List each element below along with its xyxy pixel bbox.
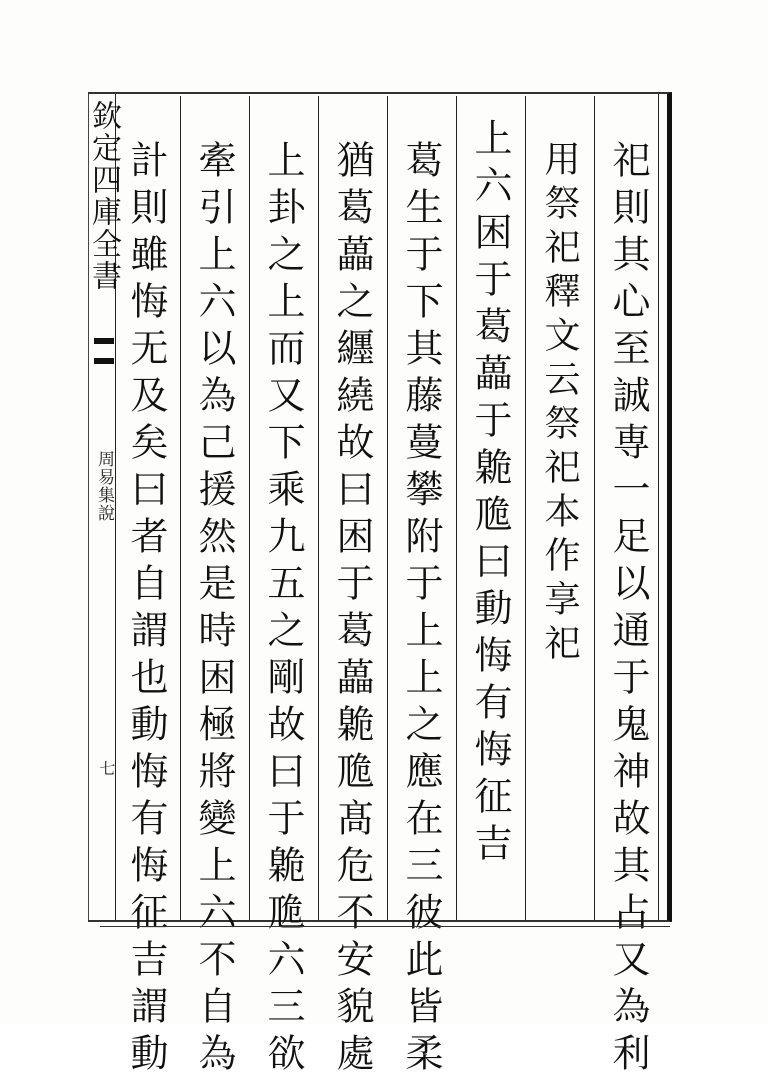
bottom-rule [100, 926, 670, 927]
column-rule [249, 96, 250, 920]
gutter-volume-title: 周易集說 [94, 450, 114, 522]
column-rule [456, 96, 457, 920]
text-column-8: 計則雖悔无及矣曰者自謂也動悔有悔征吉謂動 [124, 140, 168, 1080]
text-column-5: 猶葛藟之纒繞故曰困于葛藟臲卼髙危不安貌處 [330, 140, 374, 1080]
column-rule [318, 96, 319, 920]
column-rule [387, 96, 388, 920]
text-column-7: 牽引上六以為己援然是時困極將變上六不自為 [192, 140, 236, 1080]
column-rule [525, 96, 526, 920]
gutter-page-number: 七 [97, 760, 116, 776]
text-column-1: 祀則其心至誠専一足以通于鬼神故其占又為利 [606, 140, 650, 1080]
text-column-6: 上卦之上而又下乘九五之剛故曰于臲卼六三欲 [261, 140, 305, 1080]
text-column-3: 上六困于葛藟于臲卼曰動悔有悔征吉 [468, 118, 512, 870]
text-column-2: 用祭祀釋文云祭祀本作享祀 [539, 140, 580, 668]
column-rule [594, 96, 595, 920]
page-border [88, 92, 672, 1080]
column-rule [180, 96, 181, 920]
gutter-fishtail-mark [94, 338, 114, 364]
text-column-4: 葛生于下其藤蔓攀附于上上之應在三彼此皆柔 [399, 140, 443, 1080]
gutter-book-title: 欽定四庫全書 [86, 100, 121, 292]
